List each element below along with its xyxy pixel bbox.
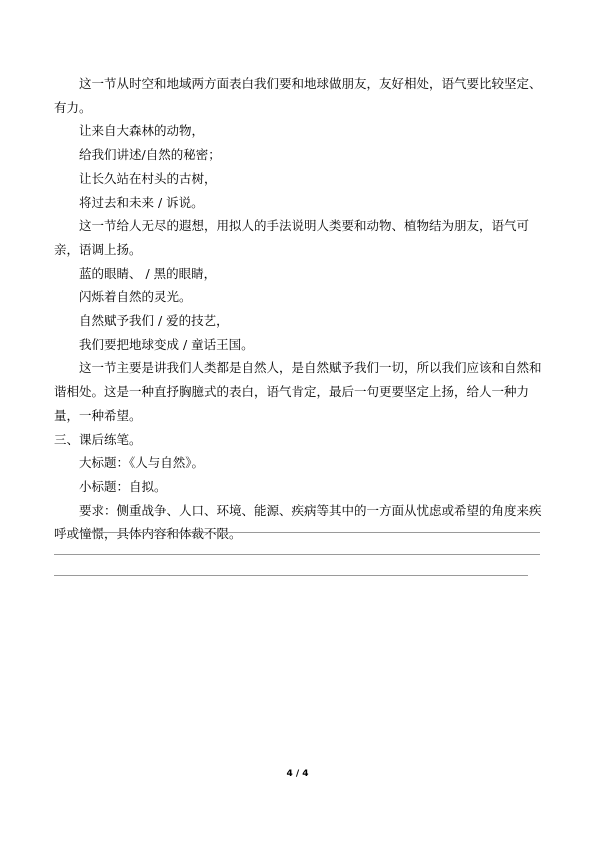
writing-line — [78, 532, 540, 533]
document-body — [54, 72, 542, 546]
paragraph: 这一节从时空和地域两方面表白我们要和地球做朋友，友好相处，语气要比较坚定、有力。 — [54, 76, 542, 115]
poem-line: 给我们讲述/自然的秘密； — [79, 147, 221, 163]
poem-line: 让长久站在村头的古树， — [79, 170, 217, 186]
page-number: 4 / 4 — [286, 769, 309, 779]
writing-line — [54, 575, 528, 576]
poem-line: 我们要把地球变成 / 童话王国。 — [79, 336, 254, 352]
poem-line: 让来自大森林的动物， — [79, 123, 205, 139]
poem-line: 将过去和未来 / 诉说。 — [79, 194, 204, 210]
poem-line: 自然赋予我们 / 爱的技艺， — [79, 313, 229, 329]
paragraph: 这一节主要是讲我们人类都是自然人，是自然赋予我们一切，所以我们应该和自然和谐相处。这是一种直抒胸臆式的表白，语气肯定，最后一句更要坚定上扬，给人一种力量，一种希望。 — [54, 360, 542, 423]
subtitle-line: 小标题：自拟。 — [79, 478, 167, 494]
requirements-paragraph: 要求：侧重战争、人口、环境、能源、疾病等其中的一方面从忧虑或希望的角度来疾呼或憧憬，具体内容和体裁不限。 — [54, 502, 542, 542]
paragraph: 这一节给人无尽的遐想，用拟人的手法说明人类要和动物、植物结为朋友，语气可亲，语调上扬。 — [54, 218, 530, 257]
writing-line — [54, 554, 540, 555]
section-heading: 三、课后练笔。 — [54, 431, 142, 447]
main-title-line: 大标题：《人与自然》。 — [79, 455, 205, 471]
poem-line: 蓝的眼睛、 / 黑的眼睛， — [79, 265, 217, 281]
poem-line: 闪烁着自然的灵光。 — [79, 289, 192, 305]
